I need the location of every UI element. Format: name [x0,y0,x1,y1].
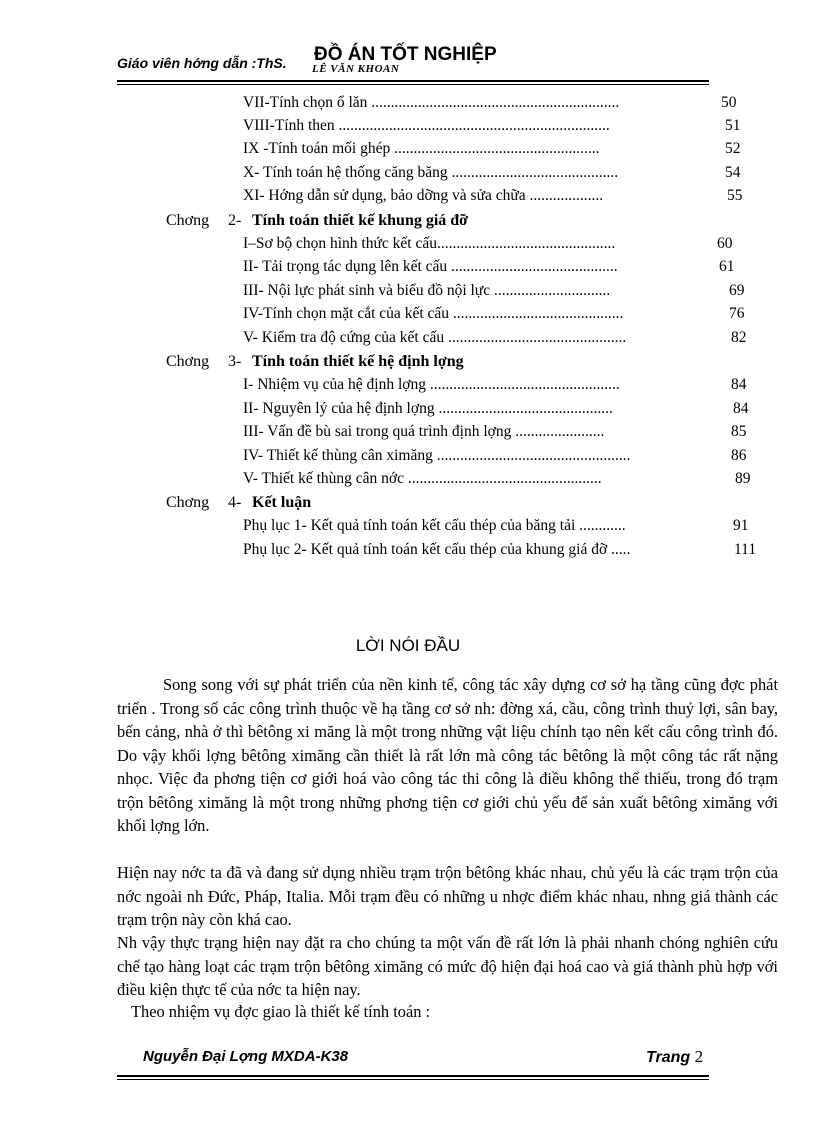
preface-paragraph: Hiện nay nớc ta đã và đang sử dụng nhiều trạm trộn bêtông khác nhau, chủ yếu là các trạm trộn của nớc ngoài nh Đức, Pháp, Italia. Mỗi trạm đều có những u nhợc điểm khác nhau, nhng giá thành các trạm trộn này còn khá cao. [117,863,778,929]
toc-item [243,539,768,561]
toc-item [243,515,763,537]
chapter-title: Tính toán thiết kế hệ định lợng [252,353,464,370]
toc-item [243,303,743,325]
chapter-label: Chơng [166,494,210,511]
toc-item-title: III- Nội lực phát sinh và biểu đồ nội lực .............................. [243,282,611,299]
toc-item-page: 51 [725,117,741,134]
toc-item [243,374,747,396]
toc-item [243,445,747,467]
toc-item-page: 76 [729,305,745,322]
footer-rule-thin [117,1079,709,1080]
toc-item [243,233,743,255]
toc-item-title: III- Vấn đề bù sai trong quá trình định lợng ....................... [243,423,605,440]
header-rule [117,80,709,82]
toc-chapter-3 [166,351,666,373]
toc-item-title: II- Tải trọng tác dụng lên kết cấu ........................................... [243,258,618,275]
toc-item-title: Phụ lục 2- Kết quả tính toán kết cấu thép của khung giá đỡ ..... [243,541,631,558]
header-rule-thin [117,84,709,85]
toc-item-page: 84 [733,400,749,417]
toc-item-page: 69 [729,282,745,299]
toc-item-page: 82 [731,329,747,346]
toc-item [243,162,743,184]
chapter-title: Tính toán thiết kế khung giá đỡ [252,212,469,229]
toc-item-page: 86 [731,447,747,464]
footer-author: Nguyễn Đại Lợng MXDA-K38 [143,1048,349,1065]
toc-item-page: 54 [725,164,741,181]
preface-paragraph: Theo nhiệm vụ đợc giao là thiết kế tính toán : [131,1002,431,1021]
toc-item-page: 60 [717,235,733,252]
toc-item-page: 111 [734,541,757,558]
toc-item-title: IV- Thiết kế thùng cân ximăng .................................................. [243,447,631,464]
preface-title: LỜI NÓI ĐẦU [355,636,461,655]
toc-item-title: XI- Hớng dẫn sử dụng, bảo dỡng và sửa chữa ................... [243,187,604,204]
toc-item [243,115,743,137]
chapter-title: Kết luận [252,494,312,511]
toc-item [243,138,743,160]
toc-item [243,256,743,278]
toc-item-title: I- Nhiệm vụ của hệ định lợng ................................................. [243,376,620,393]
toc-item-title: II- Nguyên lý của hệ định lợng ............................................. [243,400,613,417]
page-number: 2 [694,1047,704,1066]
preface-paragraph: Song song với sự phát triển của nền kinh tế, công tác xây dựng cơ sở hạ tầng cũng đợc phát triển . Trong số các công trình thuộc về hạ tầng cơ sở nh: đờng xá, cầu, công trình thuỷ lợi, sân bay, bến cảng, nhà ở thì bêtông xi măng là một trong những vật liệu chính tạo nên kết cấu công trình đó. Do vậy khối lợng bêtông ximăng cần thiết là rất lớn mà công tác bêtông là một công tác rất nặng nhọc. Việc đa phơng tiện cơ giới hoá vào công tác thi công là điều không thể thiếu, trong đó trạm trộn bêtông ximăng là một trong những phơng tiện cơ giới chủ yếu để sản xuất bêtông ximăng với khối lợng lớn. [117,675,778,835]
toc-chapter-4 [166,492,666,514]
advisor-name: LÊ VĂN KHOAN [312,63,400,75]
toc-item [243,92,743,114]
toc-item-title: IV-Tính chọn mặt cắt của kết cấu ............................................ [243,305,624,322]
toc-item-title: V- Thiết kế thùng cân nớc .................................................. [243,470,602,487]
toc-item [243,398,749,420]
toc-item-page: 85 [731,423,747,440]
toc-item-title: VIII-Tính then ...................................................................... [243,117,610,134]
chapter-number: 2- [228,212,242,229]
toc-item [243,421,747,443]
toc-item-title: I–Sơ bộ chọn hình thức kết cấu.............................................. [243,235,616,252]
page-label: Trang [646,1049,691,1066]
header-advisor: Giáo viên hớng dẫn :ThS. [117,55,287,71]
toc-item-title: IX -Tính toán mối ghép ..................................................... [243,140,600,157]
toc-item-page: 91 [733,517,749,534]
chapter-label: Chơng [166,353,210,370]
footer-rule [117,1075,709,1077]
toc-item [243,468,751,490]
toc-item-title: V- Kiểm tra độ cứng của kết cấu .............................................. [243,329,627,346]
toc-item-page: 55 [727,187,743,204]
toc-item [243,280,743,302]
toc-item-title: VII-Tính chọn ổ lăn ................................................................ [243,94,620,111]
chapter-number: 3- [228,353,242,370]
toc-item-page: 89 [735,470,751,487]
chapter-label: Chơng [166,212,210,229]
toc-item [243,327,747,349]
toc-item-page: 52 [725,140,741,157]
toc-item-title: X- Tính toán hệ thống căng băng ........................................... [243,164,619,181]
preface-paragraph: Nh vậy thực trạng hiện nay đặt ra cho chúng ta một vấn đề rất lớn là phải nhanh chóng nghiên cứu chế tạo hàng loạt các trạm trộn bêtông ximăng có mức độ hiện đại hoá cao và giá thành phù hợp với điều kiện thực tế của nớc ta hiện nay. [117,933,778,999]
toc-item-page: 84 [731,376,747,393]
document-title: ĐỒ ÁN TỐT NGHIỆP [314,44,497,65]
toc-chapter-2 [166,210,666,232]
toc-item-page: 50 [721,94,737,111]
chapter-number: 4- [228,494,242,511]
toc-item-page: 61 [719,258,735,275]
toc-item-title: Phụ lục 1- Kết quả tính toán kết cấu thép của băng tải ............ [243,517,626,534]
footer-page [646,1047,703,1067]
toc-item [243,185,743,207]
